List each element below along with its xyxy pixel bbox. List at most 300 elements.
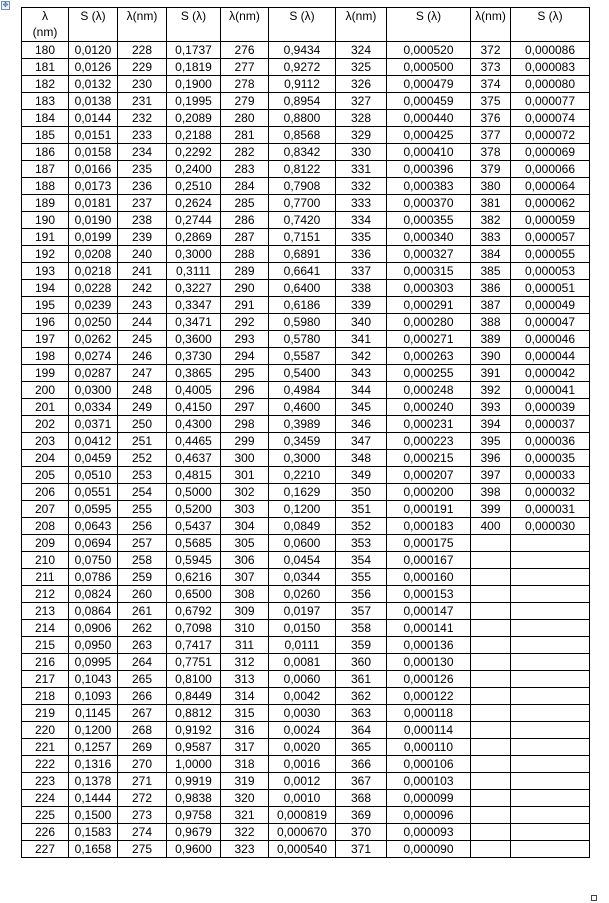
table-cell: 309 xyxy=(221,603,269,620)
table-cell: 0,6400 xyxy=(269,280,336,297)
table-cell: 0,1444 xyxy=(69,790,118,807)
table-cell: 0,1900 xyxy=(167,76,221,93)
table-cell: 0,1145 xyxy=(69,705,118,722)
table-cell: 238 xyxy=(118,212,167,229)
table-cell: 0,000039 xyxy=(511,399,590,416)
table-cell xyxy=(471,552,511,569)
table-cell: 0,7417 xyxy=(167,637,221,654)
table-cell: 274 xyxy=(118,824,167,841)
table-cell: 351 xyxy=(336,501,387,518)
table-cell: 181 xyxy=(22,59,69,76)
table-cell: 387 xyxy=(471,297,511,314)
table-cell: 0,0334 xyxy=(69,399,118,416)
table-cell: 295 xyxy=(221,365,269,382)
table-cell: 0,0344 xyxy=(269,569,336,586)
table-cell xyxy=(511,807,590,824)
table-cell: 180 xyxy=(22,42,69,59)
table-cell: 264 xyxy=(118,654,167,671)
table-cell: 368 xyxy=(336,790,387,807)
table-cell: 0,3730 xyxy=(167,348,221,365)
table-cell: 0,4984 xyxy=(269,382,336,399)
table-row xyxy=(22,756,590,773)
table-row xyxy=(22,416,590,433)
table-cell: 0,3347 xyxy=(167,297,221,314)
table-cell: 0,000080 xyxy=(511,76,590,93)
table-cell: 185 xyxy=(22,127,69,144)
table-cell: 291 xyxy=(221,297,269,314)
table-cell: 0,6216 xyxy=(167,569,221,586)
table-cell xyxy=(511,569,590,586)
table-cell: 348 xyxy=(336,450,387,467)
table-row xyxy=(22,790,590,807)
table-move-handle-icon[interactable]: ✥ xyxy=(2,2,9,9)
table-cell: 342 xyxy=(336,348,387,365)
table-cell: 0,000030 xyxy=(511,518,590,535)
table-cell: 275 xyxy=(118,841,167,858)
table-cell: 0,000051 xyxy=(511,280,590,297)
table-cell: 0,0864 xyxy=(69,603,118,620)
table-row xyxy=(22,501,590,518)
table-cell: 0,0228 xyxy=(69,280,118,297)
table-cell: 0,4600 xyxy=(269,399,336,416)
table-cell: 0,000033 xyxy=(511,467,590,484)
table-cell: 222 xyxy=(22,756,69,773)
table-cell: 272 xyxy=(118,790,167,807)
table-cell: 0,0020 xyxy=(269,739,336,756)
table-cell: 374 xyxy=(471,76,511,93)
table-cell xyxy=(471,569,511,586)
table-cell: 0,000069 xyxy=(511,144,590,161)
table-cell: 292 xyxy=(221,314,269,331)
table-cell: 0,000153 xyxy=(387,586,471,603)
table-cell: 0,1316 xyxy=(69,756,118,773)
table-cell: 357 xyxy=(336,603,387,620)
table-row xyxy=(22,807,590,824)
table-cell: 1,0000 xyxy=(167,756,221,773)
table-row xyxy=(22,110,590,127)
table-cell: 0,0274 xyxy=(69,348,118,365)
table-cell: 235 xyxy=(118,161,167,178)
table-cell: 327 xyxy=(336,93,387,110)
table-cell: 193 xyxy=(22,263,69,280)
table-cell: 249 xyxy=(118,399,167,416)
table-cell: 0,0030 xyxy=(269,705,336,722)
table-cell: 371 xyxy=(336,841,387,858)
table-cell: 0,0042 xyxy=(269,688,336,705)
table-cell: 0,0158 xyxy=(69,144,118,161)
table-cell: 219 xyxy=(22,705,69,722)
table-cell: 307 xyxy=(221,569,269,586)
table-cell: 0,4005 xyxy=(167,382,221,399)
header-cell: S (λ) xyxy=(511,8,590,42)
table-cell xyxy=(511,688,590,705)
table-cell: 338 xyxy=(336,280,387,297)
table-cell: 337 xyxy=(336,263,387,280)
table-row xyxy=(22,620,590,637)
table-cell: 227 xyxy=(22,841,69,858)
table-cell: 187 xyxy=(22,161,69,178)
table-cell xyxy=(471,824,511,841)
table-cell: 0,000090 xyxy=(387,841,471,858)
table-cell: 376 xyxy=(471,110,511,127)
table-cell: 221 xyxy=(22,739,69,756)
table-cell: 0,9679 xyxy=(167,824,221,841)
table-cell: 349 xyxy=(336,467,387,484)
table-cell: 0,000500 xyxy=(387,59,471,76)
table-row xyxy=(22,722,590,739)
table-cell: 0,000042 xyxy=(511,365,590,382)
table-cell: 257 xyxy=(118,535,167,552)
table-body xyxy=(22,42,590,858)
table-cell: 276 xyxy=(221,42,269,59)
table-cell: 313 xyxy=(221,671,269,688)
table-cell: 247 xyxy=(118,365,167,382)
table-cell: 0,9272 xyxy=(269,59,336,76)
table-cell: 0,000035 xyxy=(511,450,590,467)
table-cell xyxy=(511,841,590,858)
table-cell: 0,1200 xyxy=(69,722,118,739)
table-cell: 0,0595 xyxy=(69,501,118,518)
table-cell: 303 xyxy=(221,501,269,518)
table-cell: 0,3111 xyxy=(167,263,221,280)
table-cell: 218 xyxy=(22,688,69,705)
table-cell: 0,2400 xyxy=(167,161,221,178)
table-cell: 281 xyxy=(221,127,269,144)
table-cell: 0,8954 xyxy=(269,93,336,110)
table-cell: 198 xyxy=(22,348,69,365)
table-cell xyxy=(471,722,511,739)
table-cell xyxy=(471,841,511,858)
table-cell: 0,0750 xyxy=(69,552,118,569)
table-cell: 0,2624 xyxy=(167,195,221,212)
table-row xyxy=(22,467,590,484)
table-cell xyxy=(471,586,511,603)
table-cell: 329 xyxy=(336,127,387,144)
table-cell: 345 xyxy=(336,399,387,416)
table-cell: 0,1200 xyxy=(269,501,336,518)
table-cell: 0,000055 xyxy=(511,246,590,263)
table-cell: 0,1093 xyxy=(69,688,118,705)
table-cell xyxy=(471,773,511,790)
table-cell: 0,000271 xyxy=(387,331,471,348)
table-cell: 0,0138 xyxy=(69,93,118,110)
table-row xyxy=(22,178,590,195)
table-cell: 0,0166 xyxy=(69,161,118,178)
table-row xyxy=(22,76,590,93)
table-cell: 382 xyxy=(471,212,511,229)
table-cell: 0,000106 xyxy=(387,756,471,773)
table-row xyxy=(22,824,590,841)
table-cell: 0,0181 xyxy=(69,195,118,212)
table-cell: 381 xyxy=(471,195,511,212)
table-cell: 0,000327 xyxy=(387,246,471,263)
table-cell: 205 xyxy=(22,467,69,484)
table-cell: 0,4815 xyxy=(167,467,221,484)
table-cell: 0,0849 xyxy=(269,518,336,535)
table-cell: 0,1658 xyxy=(69,841,118,858)
table-cell: 352 xyxy=(336,518,387,535)
table-cell: 388 xyxy=(471,314,511,331)
table-cell: 0,000044 xyxy=(511,348,590,365)
table-cell: 286 xyxy=(221,212,269,229)
table-cell: 0,1043 xyxy=(69,671,118,688)
table-cell: 0,0120 xyxy=(69,42,118,59)
table-cell: 0,2292 xyxy=(167,144,221,161)
table-cell: 0,0208 xyxy=(69,246,118,263)
table-cell: 0,6641 xyxy=(269,263,336,280)
table-cell: 304 xyxy=(221,518,269,535)
table-cell: 0,0081 xyxy=(269,654,336,671)
table-cell: 360 xyxy=(336,654,387,671)
table-cell: 0,0150 xyxy=(269,620,336,637)
table-cell: 0,8800 xyxy=(269,110,336,127)
table-row xyxy=(22,297,590,314)
table-cell: 0,1500 xyxy=(69,807,118,824)
table-cell: 231 xyxy=(118,93,167,110)
table-cell: 394 xyxy=(471,416,511,433)
table-row xyxy=(22,552,590,569)
table-cell: 326 xyxy=(336,76,387,93)
table-cell: 0,000440 xyxy=(387,110,471,127)
table-cell: 0,0111 xyxy=(269,637,336,654)
table-cell: 0,0906 xyxy=(69,620,118,637)
table-cell: 0,000175 xyxy=(387,535,471,552)
table-cell: 0,8449 xyxy=(167,688,221,705)
table-cell: 297 xyxy=(221,399,269,416)
table-cell: 315 xyxy=(221,705,269,722)
table-cell: 0,000096 xyxy=(387,807,471,824)
table-cell: 0,000160 xyxy=(387,569,471,586)
table-cell: 325 xyxy=(336,59,387,76)
table-cell: 0,000215 xyxy=(387,450,471,467)
table-cell: 277 xyxy=(221,59,269,76)
table-row xyxy=(22,263,590,280)
table-cell: 234 xyxy=(118,144,167,161)
table-cell: 332 xyxy=(336,178,387,195)
table-cell: 242 xyxy=(118,280,167,297)
table-cell: 0,8122 xyxy=(269,161,336,178)
table-row xyxy=(22,535,590,552)
table-cell: 390 xyxy=(471,348,511,365)
table-cell: 311 xyxy=(221,637,269,654)
table-cell: 0,6500 xyxy=(167,586,221,603)
table-cell: 229 xyxy=(118,59,167,76)
table-resize-handle[interactable] xyxy=(591,895,597,901)
table-cell: 0,1995 xyxy=(167,93,221,110)
table-cell: 316 xyxy=(221,722,269,739)
table-row xyxy=(22,348,590,365)
spectral-weighting-table xyxy=(21,7,590,858)
table-cell: 0,0412 xyxy=(69,433,118,450)
table-cell: 328 xyxy=(336,110,387,127)
table-cell: 260 xyxy=(118,586,167,603)
table-row xyxy=(22,637,590,654)
table-cell: 189 xyxy=(22,195,69,212)
table-cell: 293 xyxy=(221,331,269,348)
table-cell: 383 xyxy=(471,229,511,246)
table-cell: 0,000064 xyxy=(511,178,590,195)
table-cell: 0,6186 xyxy=(269,297,336,314)
table-cell: 365 xyxy=(336,739,387,756)
table-cell: 195 xyxy=(22,297,69,314)
table-cell: 0,0218 xyxy=(69,263,118,280)
table-row xyxy=(22,671,590,688)
table-cell: 321 xyxy=(221,807,269,824)
table-cell: 384 xyxy=(471,246,511,263)
table-cell: 0,0173 xyxy=(69,178,118,195)
table-cell: 0,000086 xyxy=(511,42,590,59)
table-cell: 0,000147 xyxy=(387,603,471,620)
table-cell: 340 xyxy=(336,314,387,331)
table-cell: 0,2869 xyxy=(167,229,221,246)
table-cell: 0,000083 xyxy=(511,59,590,76)
table-cell: 237 xyxy=(118,195,167,212)
table-row xyxy=(22,331,590,348)
table-cell: 0,0060 xyxy=(269,671,336,688)
table-cell: 0,0144 xyxy=(69,110,118,127)
table-cell: 0,000122 xyxy=(387,688,471,705)
table-row xyxy=(22,433,590,450)
table-cell: 0,6792 xyxy=(167,603,221,620)
table-cell: 285 xyxy=(221,195,269,212)
header-cell: λ(nm) xyxy=(118,8,167,42)
table-cell: 278 xyxy=(221,76,269,93)
table-cell: 0,7908 xyxy=(269,178,336,195)
table-cell: 366 xyxy=(336,756,387,773)
table-cell: 0,000200 xyxy=(387,484,471,501)
table-cell: 244 xyxy=(118,314,167,331)
table-cell: 0,0250 xyxy=(69,314,118,331)
table-cell xyxy=(511,739,590,756)
table-cell: 203 xyxy=(22,433,69,450)
table-cell: 223 xyxy=(22,773,69,790)
table-cell: 0,000223 xyxy=(387,433,471,450)
table-cell: 0,0510 xyxy=(69,467,118,484)
table-cell xyxy=(471,671,511,688)
table-cell: 182 xyxy=(22,76,69,93)
table-cell: 213 xyxy=(22,603,69,620)
table-cell: 0,000118 xyxy=(387,705,471,722)
table-cell: 323 xyxy=(221,841,269,858)
table-cell: 375 xyxy=(471,93,511,110)
table-cell: 248 xyxy=(118,382,167,399)
table-cell: 343 xyxy=(336,365,387,382)
table-cell: 0,5400 xyxy=(269,365,336,382)
table-cell: 0,3459 xyxy=(269,433,336,450)
table-cell: 362 xyxy=(336,688,387,705)
table-cell: 225 xyxy=(22,807,69,824)
table-cell: 0,0551 xyxy=(69,484,118,501)
table-cell: 0,5980 xyxy=(269,314,336,331)
table-cell: 208 xyxy=(22,518,69,535)
table-cell: 0,000355 xyxy=(387,212,471,229)
header-cell: S (λ) xyxy=(387,8,471,42)
table-cell: 367 xyxy=(336,773,387,790)
table-cell xyxy=(471,637,511,654)
table-row xyxy=(22,841,590,858)
table-cell: 400 xyxy=(471,518,511,535)
table-cell: 336 xyxy=(336,246,387,263)
table-cell: 0,5945 xyxy=(167,552,221,569)
table-cell: 0,000049 xyxy=(511,297,590,314)
table-cell: 0,000396 xyxy=(387,161,471,178)
table-cell: 370 xyxy=(336,824,387,841)
table-cell xyxy=(471,807,511,824)
table-cell: 312 xyxy=(221,654,269,671)
table-cell: 0,0371 xyxy=(69,416,118,433)
table-cell: 0,0454 xyxy=(269,552,336,569)
table-cell: 194 xyxy=(22,280,69,297)
table-cell: 395 xyxy=(471,433,511,450)
table-cell: 0,000110 xyxy=(387,739,471,756)
table-cell: 220 xyxy=(22,722,69,739)
table-cell: 233 xyxy=(118,127,167,144)
table-cell: 267 xyxy=(118,705,167,722)
table-cell: 230 xyxy=(118,76,167,93)
header-cell: S (λ) xyxy=(269,8,336,42)
table-cell: 0,3000 xyxy=(269,450,336,467)
table-cell: 0,0024 xyxy=(269,722,336,739)
table-row xyxy=(22,59,590,76)
table-row xyxy=(22,518,590,535)
table-cell: 339 xyxy=(336,297,387,314)
table-cell: 350 xyxy=(336,484,387,501)
table-cell: 346 xyxy=(336,416,387,433)
table-cell: 0,000425 xyxy=(387,127,471,144)
table-cell: 0,000114 xyxy=(387,722,471,739)
table-cell: 287 xyxy=(221,229,269,246)
table-cell xyxy=(511,756,590,773)
table-cell: 0,5780 xyxy=(269,331,336,348)
table-cell xyxy=(511,773,590,790)
table-cell xyxy=(471,620,511,637)
table-cell: 212 xyxy=(22,586,69,603)
table-row xyxy=(22,399,590,416)
table-cell xyxy=(471,756,511,773)
table-row xyxy=(22,569,590,586)
table-cell xyxy=(511,535,590,552)
table-cell: 0,0786 xyxy=(69,569,118,586)
table-cell: 0,0300 xyxy=(69,382,118,399)
table-cell xyxy=(471,654,511,671)
table-cell: 0,1819 xyxy=(167,59,221,76)
table-cell: 386 xyxy=(471,280,511,297)
table-cell: 284 xyxy=(221,178,269,195)
table-cell xyxy=(511,790,590,807)
table-cell: 369 xyxy=(336,807,387,824)
table-cell: 0,0287 xyxy=(69,365,118,382)
table-cell xyxy=(511,722,590,739)
table-cell: 354 xyxy=(336,552,387,569)
table-cell: 239 xyxy=(118,229,167,246)
table-cell: 0,0239 xyxy=(69,297,118,314)
table-cell: 322 xyxy=(221,824,269,841)
table-cell: 206 xyxy=(22,484,69,501)
table-cell: 333 xyxy=(336,195,387,212)
table-cell: 192 xyxy=(22,246,69,263)
table-cell: 0,0262 xyxy=(69,331,118,348)
table-cell: 300 xyxy=(221,450,269,467)
table-cell: 214 xyxy=(22,620,69,637)
table-cell: 0,000303 xyxy=(387,280,471,297)
table-cell: 263 xyxy=(118,637,167,654)
table-row xyxy=(22,246,590,263)
table-cell: 228 xyxy=(118,42,167,59)
table-cell: 0,000072 xyxy=(511,127,590,144)
table-row xyxy=(22,705,590,722)
table-cell: 305 xyxy=(221,535,269,552)
table-header-row xyxy=(22,8,590,42)
